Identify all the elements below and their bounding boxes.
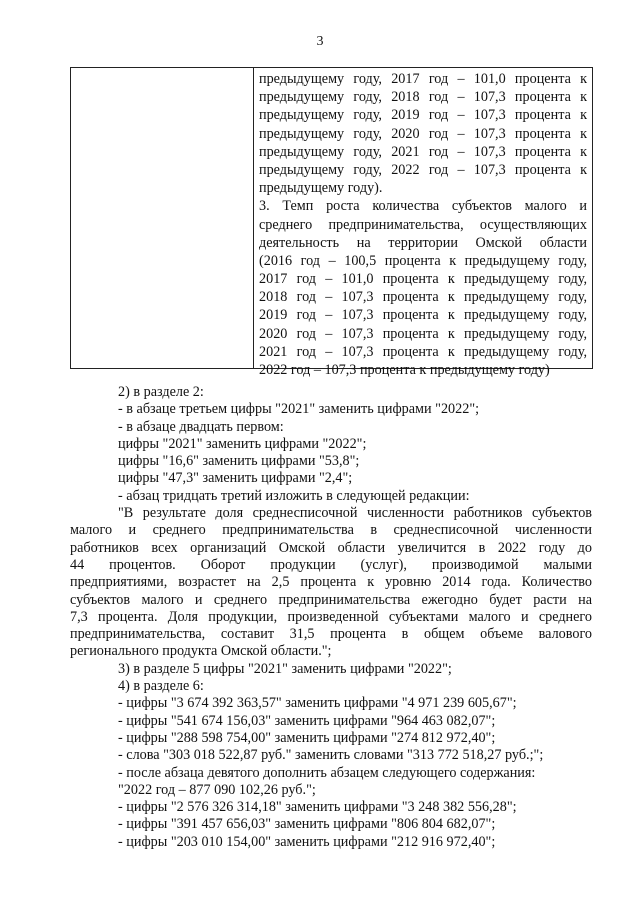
document-body (70, 384, 592, 851)
body-line: - цифры "203 010 154,00" заменить цифрами "212 916 972,40"; (118, 833, 496, 850)
table-text-line: 2018 год – 107,3 процента к предыдущему году, (259, 289, 587, 306)
body-line: - цифры "2 576 326 314,18" заменить цифрами "3 248 382 556,28"; (118, 799, 517, 816)
table-text-line: предыдущему году, 2019 год – 107,3 процента к (259, 107, 587, 124)
body-line: "2022 год – 877 090 102,26 руб."; (118, 781, 316, 798)
body-line: цифры "16,6" заменить цифрами "53,8"; (118, 453, 360, 470)
table-text-line: предыдущему году, 2021 год – 107,3 процента к (259, 143, 587, 160)
body-line: 4) в разделе 6: (118, 678, 204, 695)
table-text-line: предыдущему году). (259, 180, 383, 197)
table-text-line: 2020 год – 107,3 процента к предыдущему году, (259, 325, 587, 342)
table-text-line: 3. Темп роста количества субъектов малого и (259, 198, 587, 215)
body-line: - в абзаце двадцать первом: (118, 418, 284, 435)
body-line: - цифры "288 598 754,00" заменить цифрами "274 812 972,40"; (118, 729, 496, 746)
body-line: малого и среднего предпринимательства в среднесписочной численности (70, 522, 592, 539)
body-line: 2) в разделе 2: (118, 384, 204, 400)
body-line: - после абзаца девятого дополнить абзацем следующего содержания: (118, 764, 536, 781)
body-line: работников всех организаций Омской области увеличится в 2022 году до (70, 539, 592, 556)
table-text-line: предыдущему году, 2017 год – 101,0 процента к (259, 71, 587, 87)
table-text-line: 2019 год – 107,3 процента к предыдущему году, (259, 307, 587, 324)
table-text-line: деятельность на территории Омской области (259, 234, 587, 251)
body-line: - цифры "541 674 156,03" заменить цифрами "964 463 082,07"; (118, 712, 496, 729)
body-line: 44 процентов. Оборот продукции (услуг), производимой малыми (70, 556, 592, 573)
table-column-divider (253, 68, 254, 368)
body-line: - цифры "391 457 656,03" заменить цифрами "806 804 682,07"; (118, 816, 496, 833)
body-line: - слова "303 018 522,87 руб." заменить словами "313 772 518,27 руб.;"; (118, 747, 544, 764)
table-text-line: предыдущему году, 2022 год – 107,3 процента к (259, 161, 587, 178)
body-line: 7,3 процента. Доля продукции, произведенной субъектами малого и среднего (70, 608, 592, 625)
body-line: предприятиями, возрастет на 2,5 процента к уровню 2014 года. Количество (70, 574, 592, 591)
body-line: - в абзаце третьем цифры "2021" заменить цифрами "2022"; (118, 401, 480, 418)
body-line: регионального продукта Омской области."; (70, 643, 332, 660)
body-line: 3) в разделе 5 цифры "2021" заменить цифрами "2022"; (118, 660, 452, 677)
table-text-line: среднего предпринимательства, осуществляющих (259, 216, 587, 233)
body-line: цифры "2021" заменить цифрами "2022"; (118, 435, 367, 452)
table-cell-right (259, 70, 587, 379)
document-table (70, 67, 593, 378)
table-text-line: 2017 год – 101,0 процента к предыдущему году, (259, 271, 587, 288)
table-text-line: предыдущему году, 2018 год – 107,3 процента к (259, 89, 587, 106)
body-line: предпринимательства, составит 31,5 процента в общем объеме валового (70, 626, 592, 643)
table-text-line: 2021 год – 107,3 процента к предыдущему году, (259, 343, 587, 360)
table-text-line: предыдущему году, 2020 год – 107,3 процента к (259, 125, 587, 142)
body-line: цифры "47,3" заменить цифрами "2,4"; (118, 470, 353, 487)
table-text-line: 2022 год – 107,3 процента к предыдущему году) (259, 362, 550, 378)
table-text-line: (2016 год – 100,5 процента к предыдущему году, (259, 252, 587, 269)
body-line: - абзац тридцать третий изложить в следующей редакции: (118, 487, 470, 504)
body-line: "В результате доля среднесписочной численности работников субъектов (118, 505, 592, 522)
body-line: субъектов малого и среднего предпринимательства ежегодно будет расти на (70, 591, 592, 608)
body-line: - цифры "3 674 392 363,57" заменить цифрами "4 971 239 605,67"; (118, 695, 517, 712)
page-number: 3 (316, 34, 324, 49)
